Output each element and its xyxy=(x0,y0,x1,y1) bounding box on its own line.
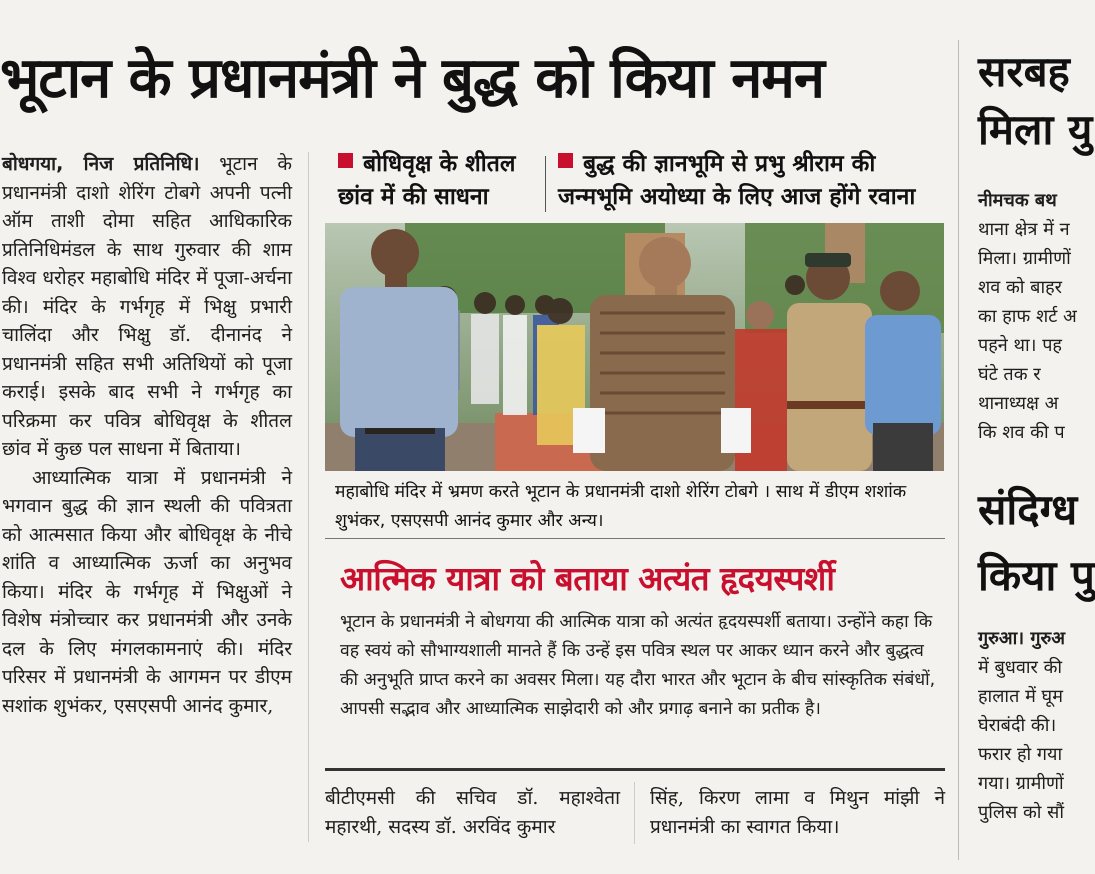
right-story-headline-1: सरबह xyxy=(978,47,1070,96)
right-story-line: का हाफ शर्ट अ xyxy=(978,306,1077,327)
right-story-line: मिला। ग्रामीणों xyxy=(978,248,1071,269)
bottom-right-text: सिंह, किरण लामा व मिथुन मांझी ने प्रधानमंत्री का स्वागत किया। xyxy=(650,787,945,838)
bottom-column-middle xyxy=(325,784,620,842)
right-story2-line: में बुधवार की xyxy=(978,657,1063,678)
subhead-1-text: बोधिवृक्ष के शीतल छांव में की साधना xyxy=(338,151,516,210)
subhead-divider xyxy=(545,156,546,212)
right-story2-headline-2: किया पु xyxy=(978,551,1095,600)
column-divider xyxy=(958,40,959,860)
left-paragraph-2: आध्यात्मिक यात्रा में प्रधानमंत्री ने भगवान बुद्ध की ज्ञान स्थली की पवित्रता को आत्मसात किया और बोधिवृक्ष के नीचे शांति व आध्यात्मिक ऊर्जा का अनुभव किया। मंदिर के गर्भगृह में भिक्षुओं ने विशेष मंत्रोच्चार कर प्रधानमंत्री और उनके दल के लिए मंगलकामनाएं की। मंदिर परिसर में प्रधानमंत्री के आगमन पर डीएम सशांक शुभंकर, एसएसपी आनंद कुमार, xyxy=(2,466,292,717)
right-story2-line: गुरुआ। गुरुअ xyxy=(978,628,1066,649)
right-story-line: नीमचक बथ xyxy=(978,190,1057,211)
red-bullet-icon xyxy=(338,153,353,168)
right-story-line: कि शव की प xyxy=(978,422,1065,443)
news-photo xyxy=(325,223,944,471)
right-story-line: थानाध्यक्ष अ xyxy=(978,393,1059,414)
column-rule xyxy=(308,152,309,842)
right-story-line: शव को बाहर xyxy=(978,277,1063,298)
bottom-column-rule xyxy=(634,782,635,844)
dateline: बोधगया, निज प्रतिनिधि। xyxy=(2,153,200,175)
right-story-line: थाना क्षेत्र में न xyxy=(978,219,1070,240)
photo-illustration xyxy=(325,223,944,471)
subhead-1 xyxy=(338,148,538,214)
box-heading: आत्मिक यात्रा को बताया अत्यंत हृदयस्पर्शी xyxy=(340,559,835,598)
right-story2-headline-1: संदिग्ध xyxy=(978,485,1078,534)
subhead-2 xyxy=(558,148,946,214)
right-story-line: घंटे तक र xyxy=(978,364,1041,385)
photo-caption: महाबोधि मंदिर में भ्रमण करते भूटान के प्रधानमंत्री दाशो शेरिंग टोबगे । साथ में डीएम शशांक शुभंकर, एसएसपी आनंद कुमार और अन्य। xyxy=(335,482,907,531)
right-story2-line: हालात में घूम xyxy=(978,686,1063,707)
caption-rule xyxy=(325,538,945,539)
right-story-line: पहने था। पह xyxy=(978,335,1062,356)
main-headline: भूटान के प्रधानमंत्री ने बुद्ध को किया नमन xyxy=(0,46,824,111)
red-bullet-icon xyxy=(558,153,573,168)
right-story2-line: घेराबंदी की। xyxy=(978,715,1057,736)
right-story2-line: पुलिस को सौं xyxy=(978,802,1065,823)
left-column xyxy=(2,150,292,720)
right-story2-line: फरार हो गया xyxy=(978,744,1063,765)
right-story2-line: गया। ग्रामीणों xyxy=(978,773,1064,794)
box-bottom-rule xyxy=(325,768,945,771)
box-body: भूटान के प्रधानमंत्री ने बोधगया की आत्मिक यात्रा को अत्यंत हृदयस्पर्शी बताया। उन्होंने कहा कि वह स्वयं को सौभाग्यशाली मानते हैं कि उन्हें इस पवित्र स्थल पर आकर ध्यान करने और बुद्धत्व की अनुभूति प्राप्त करने का अवसर मिला। यह दौरा भारत और भूटान के बीच सांस्कृतिक संबंधों, आपसी सद्भाव और आध्यात्मिक साझेदारी को और प्रगाढ़ बनाने का प्रतीक है। xyxy=(340,612,936,719)
bottom-middle-text: बीटीएमसी की सचिव डॉ. महाश्वेता महारथी, सदस्य डॉ. अरविंद कुमार xyxy=(325,787,620,838)
bottom-column-right xyxy=(650,784,945,842)
left-paragraph-1-text: भूटान के प्रधानमंत्री दाशो शेरिंग टोबगे अपनी पत्नी ऑम ताशी दोमा सहित आधिकारिक प्रतिनिधिमंडल के साथ गुरुवार की शाम विश्व धरोहर महाबोधि मंदिर में पूजा-अर्चना की। मंदिर के गर्भगृह में भिक्षु प्रभारी चालिंदा और भिक्षु डॉ. दीनानंद ने प्रधानमंत्री सहित सभी अतिथियों को पूजा कराई। इसके बाद सभी ने गर्भगृह का परिक्रमा कर पवित्र बोधिवृक्ष के शीतल छांव में कुछ पल साधना में बिताया। xyxy=(2,153,293,460)
left-paragraph-1 xyxy=(2,150,292,464)
right-story-headline-2: मिला यु xyxy=(978,105,1093,154)
subhead-2-text: बुद्ध की ज्ञानभूमि से प्रभु श्रीराम की जन्मभूमि अयोध्या के लिए आज होंगे रवाना xyxy=(558,151,916,210)
